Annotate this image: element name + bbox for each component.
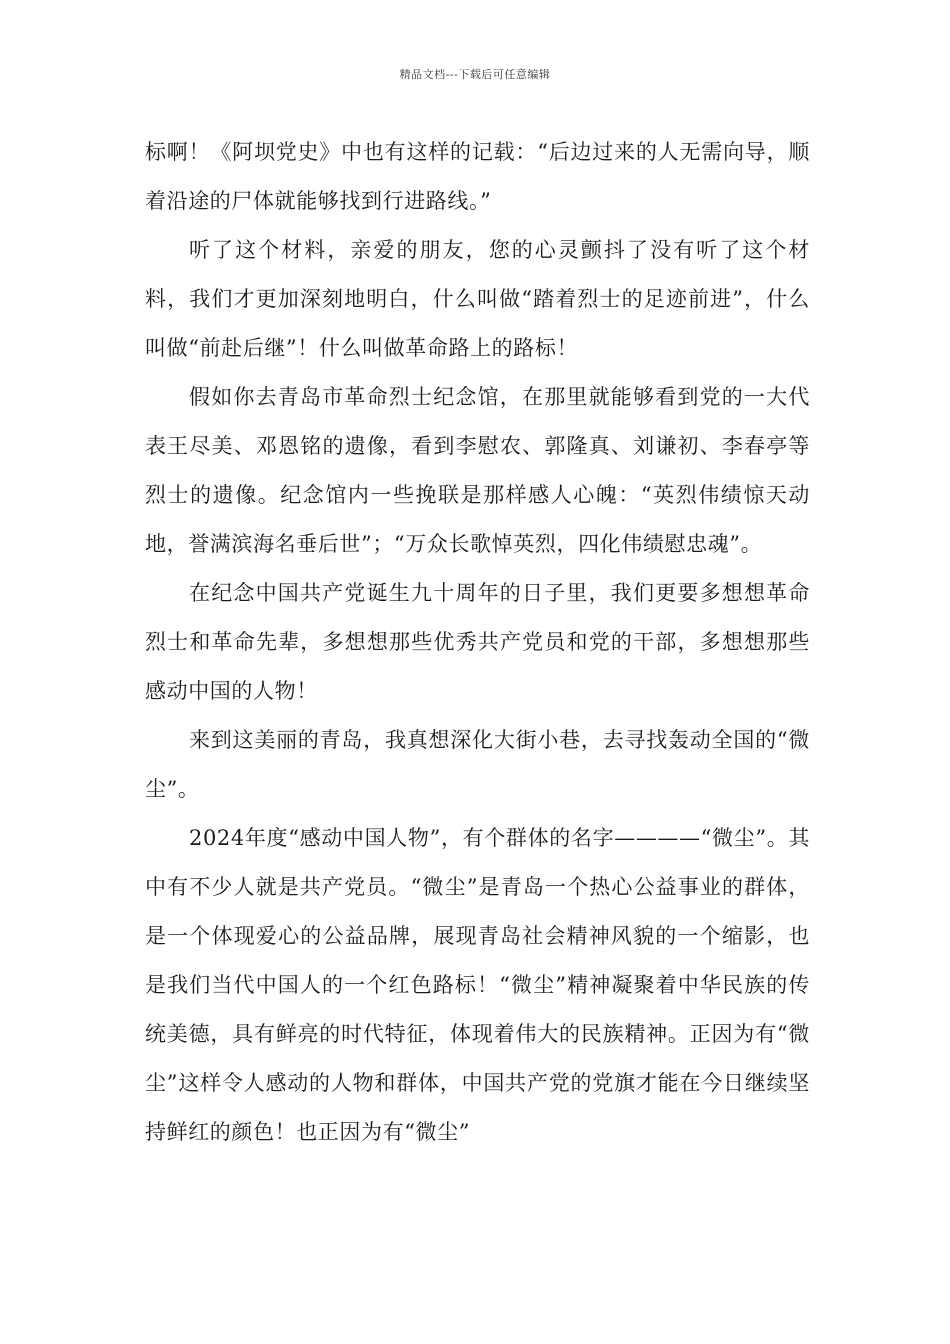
paragraph-5: 来到这美丽的青岛，我真想深化大街小巷，去寻找轰动全国的“微尘”。	[145, 728, 810, 801]
paragraph-4: 在纪念中国共产党诞生九十周年的日子里，我们更要多想想革命烈士和革命先辈，多想想那些优秀共产党员和党的干部，多想想那些感动中国的人物！	[145, 581, 810, 703]
paragraph-3: 假如你去青岛市革命烈士纪念馆，在那里就能够看到党的一大代表王尽美、邓恩铭的遗像，看到李慰农、郭隆真、刘谦初、李春亭等烈士的遗像。纪念馆内一些挽联是那样感人心魄：“英烈伟绩惊天动地，誉满滨海名垂后世”；“万众长歌悼英烈，四化伟绩慰忠魂”。	[145, 385, 810, 556]
paragraph-1: 标啊！《阿坝党史》中也有这样的记载：“后边过来的人无需向导，顺着沿途的尸体就能够找到行进路线。”	[145, 140, 810, 213]
paragraph-6: 2024年度“感动中国人物”，有个群体的名字————“微尘”。其中有不少人就是共产党员。“微尘”是青岛一个热心公益事业的群体，是一个体现爱心的公益品牌，展现青岛社会精神风貌的一个缩影，也是我们当代中国人的一个红色路标！“微尘”精神凝聚着中华民族的传统美德，具有鲜亮的时代特征，体现着伟大的民族精神。正因为有“微尘”这样令人感动的人物和群体，中国共产党的党旗才能在今日继续坚持鲜红的颜色！也正因为有“微尘”	[145, 826, 810, 1144]
document-body	[145, 128, 810, 1157]
paragraph-2: 听了这个材料，亲爱的朋友，您的心灵颤抖了没有听了这个材料，我们才更加深刻地明白，什么叫做“踏着烈士的足迹前进”，什么叫做“前赴后继”！什么叫做革命路上的路标！	[145, 238, 810, 360]
page-header: 精品文档---下载后可任意编辑	[399, 68, 551, 81]
